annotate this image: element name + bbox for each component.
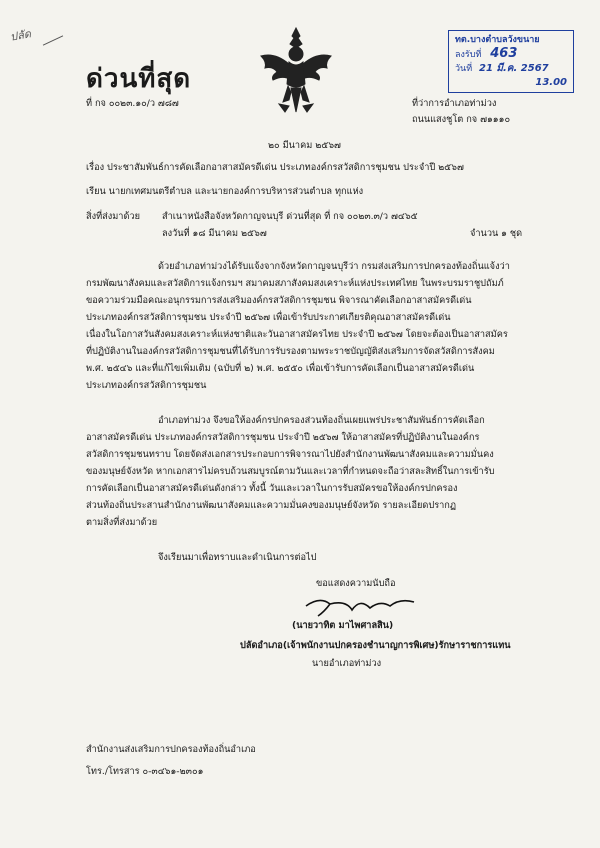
regards-line: ขอแสดงความนับถือ bbox=[316, 578, 396, 589]
document-date: ๒๐ มีนาคม ๒๕๖๗ bbox=[268, 140, 341, 151]
stamp-receive-number: 463 bbox=[490, 46, 518, 61]
urgency-heading: ด่วนที่สุด bbox=[86, 64, 192, 94]
handwritten-signature bbox=[300, 592, 420, 620]
stamp-date-label: วันที่ bbox=[455, 64, 473, 74]
paragraph-2-line: ของมนุษย์จังหวัด หากเอกสารไม่ครบถ้วนสมบูรณ์ตามวันและเวลาที่กำหนดจะถือว่าสละสิทธิ์ในการเข้ารับ bbox=[86, 466, 495, 477]
footer-phone: โทร./โทรสาร ๐-๓๔๖๑-๒๓๐๑ bbox=[86, 766, 204, 777]
body-paragraph-2 bbox=[58, 412, 544, 531]
paragraph-2-line: ส่วนท้องถิ่นประสานสำนักงานพัฒนาสังคมและความมั่นคงของมนุษย์จังหวัด รายละเอียดปรากฏ bbox=[86, 500, 457, 511]
stamp-time-value: 13.00 bbox=[535, 77, 567, 88]
attachment-count: จำนวน ๑ ชุด bbox=[470, 228, 523, 239]
stamp-time-row bbox=[455, 76, 567, 90]
garuda-emblem bbox=[255, 22, 337, 122]
paragraph-1-line: ที่ปฏิบัติงานในองค์กรสวัสดิการชุมชนที่ได้รับการรับรองตามพระราชบัญญัติส่งเสริมการจัดสวัสดิการสังคม bbox=[86, 346, 495, 357]
paragraph-1-line: พ.ศ. ๒๕๔๖ และที่แก้ไขเพิ่มเติม (ฉบับที่ ๒) พ.ศ. ๒๕๕๐ เพื่อเข้ารับการคัดเลือกเป็นอาสาสมัครดีเด่น bbox=[86, 363, 475, 374]
paragraph-1-line: เนื่องในโอกาสวันสังคมสงเคราะห์แห่งชาติและวันอาสาสมัครไทย ประจำปี ๒๕๖๗ โดยจะต้องเป็นอาสาสมัคร bbox=[86, 329, 508, 340]
paragraph-1-line: ประเภทองค์กรสวัสดิการชุมชน ประจำปี ๒๕๖๗ เพื่อเข้ารับประกาศเกียรติคุณอาสาสมัครดีเด่น bbox=[86, 312, 451, 323]
paragraph-2-line: ตามสิ่งที่ส่งมาด้วย bbox=[86, 517, 158, 528]
stamp-office: ทต.บางตำบลวังขนาย bbox=[455, 35, 540, 45]
closing-line: จึงเรียนมาเพื่อทราบและดำเนินการต่อไป bbox=[158, 552, 317, 563]
body-paragraph-1 bbox=[58, 258, 544, 394]
paragraph-2-line: สวัสดิการชุมชนทราบ โดยจัดส่งเอกสารประกอบการพิจารณาไปยังสำนักงานพัฒนาสังคมและความมั่นคง bbox=[86, 449, 494, 460]
margin-note: ปลัด bbox=[9, 27, 32, 44]
paragraph-1-line: ขอความร่วมมือคณะอนุกรรมการส่งเสริมองค์กรสวัสดิการชุมชน พิจารณาคัดเลือกอาสาสมัครดีเด่น bbox=[86, 295, 472, 306]
signer-title-1: ปลัดอำเภอ(เจ้าพนักงานปกครองชำนาญการพิเศษ)รักษาราชการแทน bbox=[240, 640, 511, 651]
sender-office: ที่ว่าการอำเภอท่าม่วง bbox=[412, 98, 497, 109]
paragraph-2-line: อำเภอท่าม่วง จึงขอให้องค์กรปกครองส่วนท้องถิ่นเผยแพร่ประชาสัมพันธ์การคัดเลือก bbox=[158, 415, 485, 426]
sender-address: ถนนแสงชูโต กจ ๗๑๑๑๐ bbox=[412, 114, 511, 125]
stamp-receive-label: ลงรับที่ bbox=[455, 50, 482, 60]
recipient-line: เรียน นายกเทศมนตรีตำบล และนายกองค์การบริหารส่วนตำบล ทุกแห่ง bbox=[86, 186, 364, 197]
margin-mark bbox=[43, 35, 63, 45]
paragraph-1-line: ด้วยอำเภอท่าม่วงได้รับแจ้งจากจังหวัดกาญจนบุรีว่า กรมส่งเสริมการปกครองท้องถิ่นแจ้งว่า bbox=[158, 261, 510, 272]
paragraph-2-line: อาสาสมัครดีเด่น ประเภทองค์กรสวัสดิการชุมชน ประจำปี ๒๕๖๗ ให้อาสาสมัครที่ปฏิบัติงานในองค์กร bbox=[86, 432, 480, 443]
signer-name: (นายวาทิต มาไพศาลสิน) bbox=[292, 620, 394, 631]
footer-office: สำนักงานส่งเสริมการปกครองท้องถิ่นอำเภอ bbox=[86, 744, 256, 755]
signer-title-2: นายอำเภอท่าม่วง bbox=[312, 658, 382, 669]
stamp-date-row bbox=[455, 62, 567, 76]
document-number: ที่ กจ ๐๐๒๓.๑๐/ว ๗๘๗ bbox=[86, 98, 179, 109]
paragraph-2-line: การคัดเลือกเป็นอาสาสมัครดีเด่นดังกล่าว ทั้งนี้ วันและเวลาในการรับสมัครขอให้องค์กรปกครอง bbox=[86, 483, 458, 494]
stamp-receive-row bbox=[455, 47, 567, 62]
subject-line: เรื่อง ประชาสัมพันธ์การคัดเลือกอาสาสมัครดีเด่น ประเภทองค์กรสวัสดิการชุมชน ประจำปี ๒๕๖๗ bbox=[86, 162, 464, 173]
attachment-line-1: สำเนาหนังสือจังหวัดกาญจนบุรี ด่วนที่สุด ที่ กจ ๐๐๒๓.๓/ว ๗๔๖๕ bbox=[162, 211, 418, 222]
attachment-line-2: ลงวันที่ ๑๘ มีนาคม ๒๕๖๗ bbox=[162, 228, 267, 239]
stamp-date-value: 21 มี.ค. 2567 bbox=[479, 63, 549, 74]
attachment-label: สิ่งที่ส่งมาด้วย bbox=[86, 211, 140, 222]
paragraph-1-line: กรมพัฒนาสังคมและสวัสดิการแจ้งกรมฯ สมาคมสภาสังคมสงเคราะห์แห่งประเทศไทย ในพระบรมราชูปถัมภ์ bbox=[86, 278, 504, 289]
paragraph-1-line: ประเภทองค์กรสวัสดิการชุมชน bbox=[86, 380, 207, 391]
receive-stamp bbox=[448, 30, 574, 93]
